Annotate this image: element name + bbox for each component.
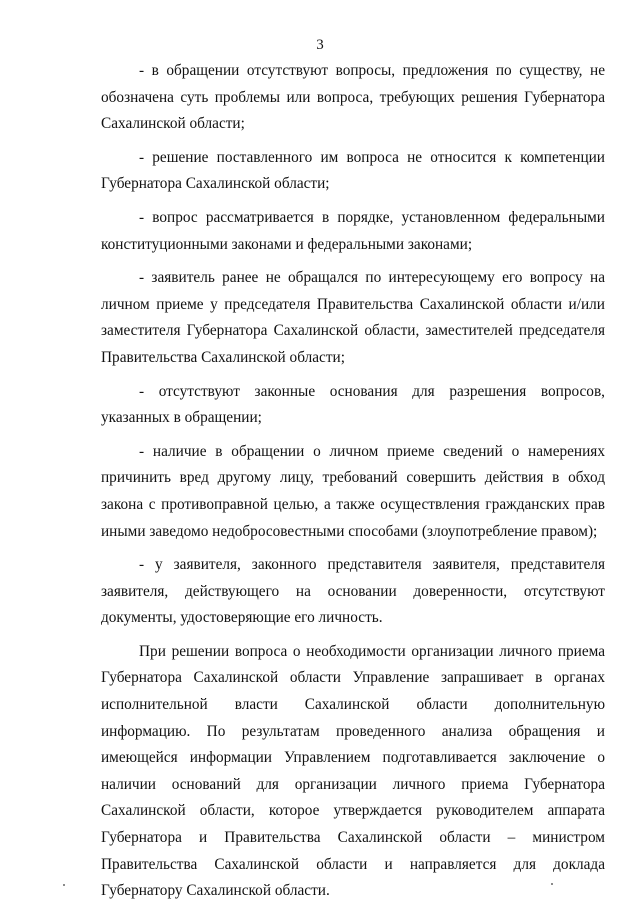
list-item: - отсутствуют законные основания для разрешения вопросов, указанных в обращении;	[101, 382, 605, 427]
list-item: - решение поставленного им вопроса не относится к компетенции Губернатора Сахалинской области;	[101, 148, 605, 193]
closing-paragraph: При решении вопроса о необходимости организации личного приема Губернатора Сахалинской области Управление запрашивает в органах исполнительной власти Сахалинской области дополнительную информацию. По результатам проведенного анализа обращения и имеющейся информации Управлением подготавливается заключение о наличии оснований для организации личного приема Губернатора Сахалинской области, которое утверждается руководителем аппарата Губернатора и Правительства Сахалинской области – министром Правительства Сахалинской области и направляется для доклада Губернатору Сахалинской области.	[101, 642, 605, 900]
document-body	[101, 58, 605, 905]
list-item: - вопрос рассматривается в порядке, установленном федеральными конституционными законами и федеральными законами;	[101, 208, 605, 253]
list-item: - в обращении отсутствуют вопросы, предложения по существу, не обозначена суть проблемы или вопроса, требующих решения Губернатора Сахалинской области;	[101, 62, 605, 133]
scan-speck	[63, 884, 65, 886]
page-number: 3	[316, 37, 324, 53]
scan-speck	[551, 883, 553, 885]
list-item: - наличие в обращении о личном приеме сведений о намерениях причинить вред другому лицу, требований совершить действия в обход закона с противоправной целью, а также осуществления гражданских прав иными заведомо недобросовестными способами (злоупотребление правом);	[101, 442, 605, 540]
list-item: - у заявителя, законного представителя заявителя, представителя заявителя, действующего на основании доверенности, отсутствуют документы, удостоверяющие его личность.	[101, 556, 605, 627]
list-item: - заявитель ранее не обращался по интересующему его вопросу на личном приеме у председателя Правительства Сахалинской области и/или заместителя Губернатора Сахалинской области, заместителей председателя Правительства Сахалинской области;	[101, 269, 605, 366]
